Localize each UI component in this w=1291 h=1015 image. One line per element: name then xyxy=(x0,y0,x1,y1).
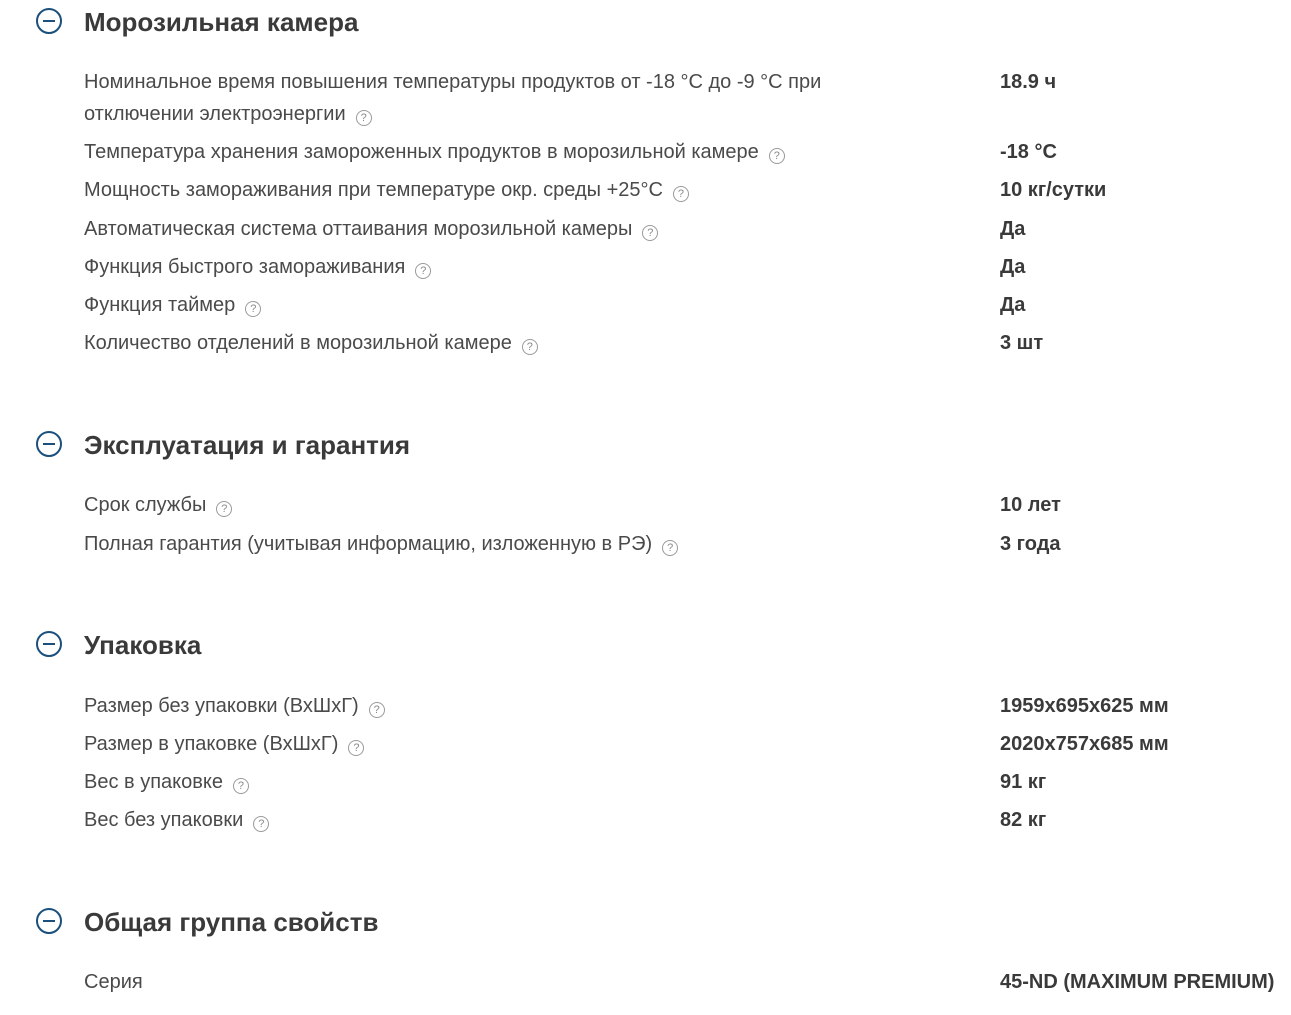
spec-label-text: Количество отделений в морозильной камере xyxy=(84,332,512,354)
spec-label xyxy=(84,489,904,521)
spec-label-text: Полная гарантия (учитывая информацию, изложенную в РЭ) xyxy=(84,533,653,555)
spec-value: 1959x695x625 мм xyxy=(1000,695,1169,717)
spec-row xyxy=(0,766,1291,804)
spec-label-text: Температура хранения замороженных продуктов в морозильной камере xyxy=(84,141,759,163)
spec-label-text: Вес без упаковки xyxy=(84,809,244,831)
section-header xyxy=(0,0,1291,48)
section-freezer xyxy=(0,0,1291,354)
spec-value: -18 °C xyxy=(1000,141,1057,163)
spec-value: Да xyxy=(1000,218,1026,240)
spec-value: 91 кг xyxy=(1000,771,1047,793)
spec-label xyxy=(84,766,904,798)
spec-label xyxy=(84,213,904,245)
section-header xyxy=(0,900,1291,948)
collapse-icon[interactable] xyxy=(36,908,62,934)
spec-row xyxy=(0,489,1291,527)
section-title: Общая группа свойств xyxy=(84,907,379,937)
help-icon[interactable]: ? xyxy=(348,740,364,756)
help-icon[interactable]: ? xyxy=(522,339,538,355)
spec-label-text: Мощность замораживания при температуре окр. среды +25°С xyxy=(84,179,663,201)
spec-row xyxy=(0,174,1291,212)
spec-label xyxy=(84,804,904,836)
spec-label-text: Вес в упаковке xyxy=(84,771,223,793)
section-header xyxy=(0,623,1291,671)
spec-label xyxy=(84,66,904,130)
spec-label-text: Автоматическая система оттаивания морозильной камеры xyxy=(84,218,633,240)
help-icon[interactable]: ? xyxy=(673,186,689,202)
spec-row xyxy=(0,804,1291,842)
collapse-icon[interactable] xyxy=(36,431,62,457)
spec-row xyxy=(0,728,1291,766)
spec-label-text: Размер в упаковке (ВхШхГ) xyxy=(84,733,339,755)
collapse-icon[interactable] xyxy=(36,8,62,34)
spec-label-text: Серия xyxy=(84,971,143,993)
collapse-icon[interactable] xyxy=(36,631,62,657)
spec-label-text: Функция таймер xyxy=(84,294,236,316)
section-title: Упаковка xyxy=(84,630,202,660)
help-icon[interactable]: ? xyxy=(233,778,249,794)
spec-value: Да xyxy=(1000,256,1026,278)
section-warranty xyxy=(0,423,1291,555)
spec-label xyxy=(84,690,904,722)
spec-value: 2020x757x685 мм xyxy=(1000,733,1169,755)
section-header xyxy=(0,423,1291,471)
spec-label-text: Размер без упаковки (ВхШхГ) xyxy=(84,695,359,717)
spec-label xyxy=(84,966,904,998)
section-title: Морозильная камера xyxy=(84,7,359,37)
section-packaging xyxy=(0,623,1291,831)
spec-row xyxy=(0,690,1291,728)
spec-value: 3 шт xyxy=(1000,332,1044,354)
spec-label xyxy=(84,251,904,283)
help-icon[interactable]: ? xyxy=(356,110,372,126)
spec-label xyxy=(84,728,904,760)
spec-label-text: Срок службы xyxy=(84,494,207,516)
help-icon[interactable]: ? xyxy=(642,225,658,241)
spec-row xyxy=(0,327,1291,365)
section-general xyxy=(0,900,1291,993)
spec-label xyxy=(84,289,904,321)
spec-row xyxy=(0,136,1291,174)
spec-row xyxy=(0,966,1291,1004)
spec-label xyxy=(84,174,904,206)
help-icon[interactable]: ? xyxy=(245,301,261,317)
help-icon[interactable]: ? xyxy=(253,816,269,832)
spec-value: 10 лет xyxy=(1000,494,1061,516)
spec-label xyxy=(84,136,904,168)
spec-value: 18.9 ч xyxy=(1000,71,1057,93)
spec-row xyxy=(0,289,1291,327)
spec-label-text: Функция быстрого замораживания xyxy=(84,256,406,278)
spec-value: 45-ND (MAXIMUM PREMIUM) xyxy=(1000,971,1275,993)
spec-value: 10 кг/сутки xyxy=(1000,179,1107,201)
section-title: Эксплуатация и гарантия xyxy=(84,430,411,460)
spec-row xyxy=(0,251,1291,289)
spec-row xyxy=(0,213,1291,251)
spec-value: 3 года xyxy=(1000,533,1061,555)
help-icon[interactable]: ? xyxy=(769,148,785,164)
spec-value: Да xyxy=(1000,294,1026,316)
spec-row xyxy=(0,528,1291,566)
spec-label xyxy=(84,327,904,359)
spec-value: 82 кг xyxy=(1000,809,1047,831)
spec-label xyxy=(84,528,904,560)
help-icon[interactable]: ? xyxy=(415,263,431,279)
help-icon[interactable]: ? xyxy=(216,501,232,517)
help-icon[interactable]: ? xyxy=(662,540,678,556)
spec-row xyxy=(0,66,1291,125)
spec-label-text: Номинальное время повышения температуры продуктов от -18 °С до -9 °С при отключении электроэнергии xyxy=(84,71,822,125)
help-icon[interactable]: ? xyxy=(369,702,385,718)
